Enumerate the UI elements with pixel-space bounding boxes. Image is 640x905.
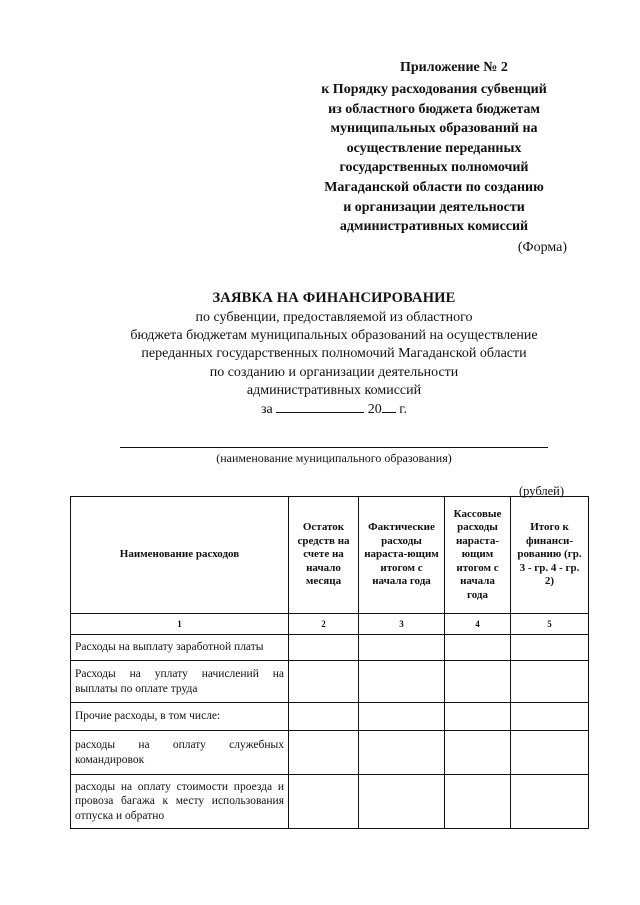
municipality-caption: (наименование муниципального образования) xyxy=(216,451,452,465)
value-cell[interactable] xyxy=(511,635,589,661)
column-number: 1 xyxy=(71,614,289,635)
appendix-line: осуществление переданных xyxy=(346,140,522,156)
value-cell[interactable] xyxy=(289,703,359,731)
value-cell[interactable] xyxy=(359,731,445,775)
table-header-row xyxy=(71,497,589,614)
header-expense-name: Наименование расходов xyxy=(71,497,289,614)
value-cell[interactable] xyxy=(511,775,589,829)
value-cell[interactable] xyxy=(289,775,359,829)
municipality-field-line[interactable] xyxy=(120,447,548,448)
request-line: переданных государственных полномочий Магаданской области xyxy=(141,346,527,362)
value-cell[interactable] xyxy=(445,731,511,775)
value-cell[interactable] xyxy=(289,731,359,775)
appendix-description xyxy=(300,80,568,237)
expense-name: Прочие расходы, в том числе: xyxy=(71,703,289,731)
request-description xyxy=(80,309,588,419)
year-suffix: г. xyxy=(399,402,407,418)
request-line: по созданию и организации деятельности xyxy=(209,364,459,380)
expense-name: расходы на оплату стоимости проезда и провоза багажа к месту использования отпуска и обратно xyxy=(71,775,289,829)
column-number: 2 xyxy=(289,614,359,635)
column-number: 4 xyxy=(445,614,511,635)
value-cell[interactable] xyxy=(359,775,445,829)
year-prefix: 20 xyxy=(367,402,382,418)
expense-name: Расходы на выплату заработной платы xyxy=(71,635,289,661)
header-total-financing: Итого к финанси-рованию (гр. 3 - гр. 4 - гр. 2) xyxy=(511,497,589,614)
header-actual-expenses: Фактические расходы нараста-ющим итогом с начала года xyxy=(359,497,445,614)
units-label: (рублей) xyxy=(519,484,565,498)
expense-name: Расходы на уплату начислений на выплаты по оплате труда xyxy=(71,661,289,703)
value-cell[interactable] xyxy=(511,731,589,775)
value-cell[interactable] xyxy=(445,635,511,661)
period-prefix: за xyxy=(261,402,273,418)
request-title: ЗАЯВКА НА ФИНАНСИРОВАНИЕ xyxy=(212,290,456,306)
value-cell[interactable] xyxy=(511,703,589,731)
year-blank[interactable] xyxy=(382,400,396,413)
value-cell[interactable] xyxy=(359,635,445,661)
appendix-title: Приложение № 2 xyxy=(400,60,508,75)
table-row xyxy=(71,635,589,661)
column-number: 3 xyxy=(359,614,445,635)
header-cash-expenses: Кассовые расходы нараста-ющим итогом с начала года xyxy=(445,497,511,614)
column-number-row xyxy=(71,614,589,635)
request-line: бюджета бюджетам муниципальных образований на осуществление xyxy=(130,328,538,344)
appendix-line: из областного бюджета бюджетам xyxy=(328,101,540,117)
value-cell[interactable] xyxy=(359,703,445,731)
request-line: административных комиссий xyxy=(246,382,422,398)
appendix-line: государственных полномочий xyxy=(339,160,529,176)
appendix-line: и организации деятельности xyxy=(343,199,525,215)
value-cell[interactable] xyxy=(359,661,445,703)
appendix-line: административных комиссий xyxy=(339,219,529,235)
appendix-line: Магаданской области по созданию xyxy=(324,179,544,195)
request-line: по субвенции, предоставляемой из областного xyxy=(195,310,473,325)
period-line xyxy=(80,400,588,419)
value-cell[interactable] xyxy=(289,661,359,703)
period-blank[interactable] xyxy=(276,400,364,413)
appendix-line: к Порядку расходования субвенций xyxy=(321,82,547,97)
value-cell[interactable] xyxy=(511,661,589,703)
finance-table xyxy=(70,496,589,829)
value-cell[interactable] xyxy=(289,635,359,661)
appendix-line: муниципальных образований на xyxy=(330,121,538,137)
table-row xyxy=(71,775,589,829)
form-label: (Форма) xyxy=(517,240,567,255)
table-row xyxy=(71,731,589,775)
table-row xyxy=(71,661,589,703)
value-cell[interactable] xyxy=(445,661,511,703)
value-cell[interactable] xyxy=(445,775,511,829)
expense-name: расходы на оплату служебных командировок xyxy=(71,731,289,775)
column-number: 5 xyxy=(511,614,589,635)
table-row xyxy=(71,703,589,731)
header-balance: Остаток средств на счете на начало месяца xyxy=(289,497,359,614)
value-cell[interactable] xyxy=(445,703,511,731)
